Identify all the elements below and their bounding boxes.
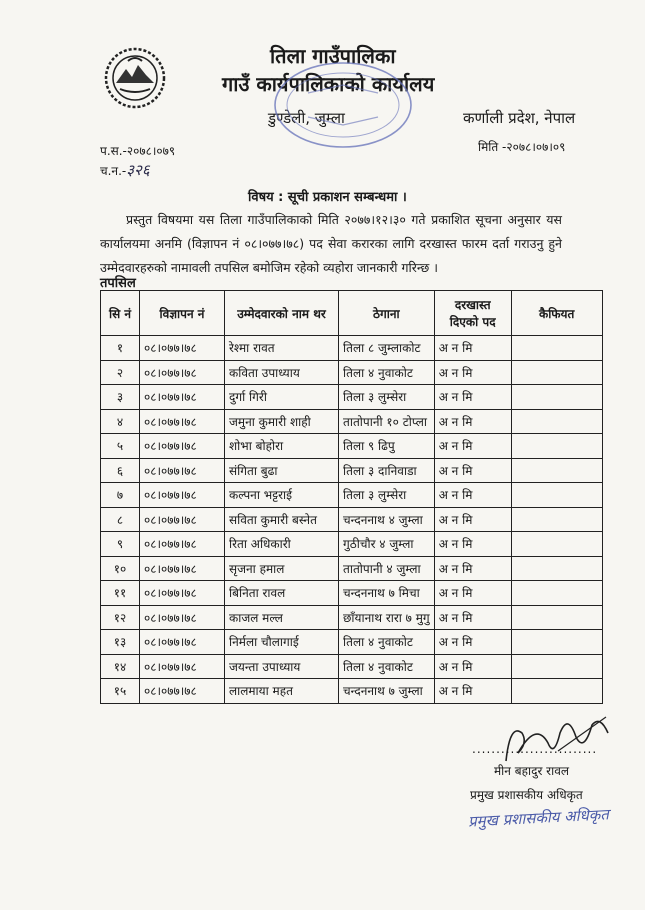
cell-remarks [511,409,602,434]
cell-post: अ न मि [434,679,511,704]
cell-ad-no: ०८।०७७।७८ [140,532,225,557]
cell-ad-no: ०८।०७७।७८ [140,654,225,679]
cell-remarks [511,581,602,606]
cell-ad-no: ०८।०७७।७८ [140,507,225,532]
cell-post: अ न मि [434,654,511,679]
cell-name: सृजना हमाल [225,556,339,581]
cell-post: अ न मि [434,409,511,434]
cell-sn: २ [101,360,140,385]
cell-address: तिला ४ नुवाकोट [339,630,435,655]
cell-ad-no: ०८।०७७।७८ [140,581,225,606]
cell-name: कल्पना भट्टराई [225,483,339,508]
cell-post: अ न मि [434,556,511,581]
nepal-emblem-icon [104,47,166,109]
cell-name: सविता कुमारी बस्नेत [225,507,339,532]
cell-remarks [511,532,602,557]
cell-remarks [511,679,602,704]
table-row [101,654,603,679]
cell-name: रिता अधिकारी [225,532,339,557]
cell-address: तातोपानी ४ जुम्ला [339,556,435,581]
cell-name: कविता उपाध्याय [225,360,339,385]
cell-ad-no: ०८।०७७।७८ [140,630,225,655]
cell-address: तिला ४ नुवाकोट [339,654,435,679]
cell-name: शोभा बोहोरा [225,434,339,459]
cell-remarks [511,360,602,385]
cell-post: अ न मि [434,458,511,483]
col-header-remarks: कैफियत [511,291,602,336]
cell-address: तिला ३ लुम्सेरा [339,385,435,410]
table-row [101,360,603,385]
cell-sn: ११ [101,581,140,606]
letter-date: मिति -२०७८।०७।०९ [478,140,566,154]
cell-remarks [511,458,602,483]
cell-ad-no: ०८।०७७।७८ [140,679,225,704]
cell-name: जयन्ता उपाध्याय [225,654,339,679]
cell-sn: ६ [101,458,140,483]
table-header-row [101,291,603,336]
cell-remarks [511,507,602,532]
cell-post: अ न मि [434,630,511,655]
dispatch-value: ३२६ [126,161,150,179]
cell-post: अ न मि [434,385,511,410]
cell-sn: ५ [101,434,140,459]
table-row [101,507,603,532]
table-row [101,556,603,581]
office-name: गाउँ कार्यपालिकाको कार्यालय [222,72,435,96]
table-row [101,409,603,434]
cell-post: अ न मि [434,581,511,606]
cell-ad-no: ०८।०७७।७८ [140,458,225,483]
cell-ad-no: ०८।०७७।७८ [140,434,225,459]
cell-name: संगिता बुढा [225,458,339,483]
cell-ad-no: ०८।०७७।७८ [140,556,225,581]
cell-post: अ न मि [434,336,511,361]
cell-ad-no: ०८।०७७।७८ [140,360,225,385]
cell-name: लालमाया महत [225,679,339,704]
signature-line: .......................... [472,742,598,756]
cell-sn: ४ [101,409,140,434]
signer-title: प्रमुख प्रशासकीय अधिकृत [470,788,583,802]
cell-remarks [511,654,602,679]
cell-address: चन्दननाथ ७ जुम्ला [339,679,435,704]
cell-name: निर्मला चौलागाई [225,630,339,655]
col-header-ad-no: विज्ञापन नं [140,291,225,336]
cell-sn: ८ [101,507,140,532]
cell-post: अ न मि [434,605,511,630]
cell-post: अ न मि [434,483,511,508]
cell-sn: ३ [101,385,140,410]
cell-address: तिला ९ ढिपु [339,434,435,459]
cell-remarks [511,630,602,655]
body-paragraph: प्रस्तुत विषयमा यस तिला गाउँपालिकाको मिति २०७७।१२।३० गते प्रकाशित सूचना अनुसार यस कार्यालयमा अनमि (विज्ञापन नं ०८।०७७।७८) पद सेवा करारका लागि दरखास्त फारम दर्ता गराउनु हुने उम्मेदवारहरुको नामावली तपसिल बमोजिम रहेको व्यहोरा जानकारी गरिन्छ । [100,212,562,275]
cell-name: दुर्गा गिरी [225,385,339,410]
cell-address: गुठीचौर ४ जुम्ला [339,532,435,557]
cell-post: अ न मि [434,532,511,557]
col-header-address: ठेगाना [339,291,435,336]
table-row [101,605,603,630]
cell-sn: १२ [101,605,140,630]
cell-sn: १३ [101,630,140,655]
cell-remarks [511,605,602,630]
province: कर्णाली प्रदेश, नेपाल [463,109,576,127]
reference-number: प.स.-२०७८।०७९ [100,144,176,158]
cell-post: अ न मि [434,507,511,532]
cell-ad-no: ०८।०७७।७८ [140,385,225,410]
signer-name: मीन बहादुर रावल [494,764,570,778]
cell-address: छाँयानाथ रारा ७ मुगु [339,605,435,630]
cell-sn: ९ [101,532,140,557]
cell-name: जमुना कुमारी शाही [225,409,339,434]
cell-name: बिनिता रावल [225,581,339,606]
cell-remarks [511,385,602,410]
org-name: तिला गाउँपालिका [270,44,396,68]
dispatch-label: च.न.- [100,164,127,178]
title-stamp: प्रमुख प्रशासकीय अधिकृत [467,805,610,831]
cell-address: तिला ३ लुम्सेरा [339,483,435,508]
cell-ad-no: ०८।०७७।७८ [140,409,225,434]
cell-sn: ७ [101,483,140,508]
office-address: डुण्डेली, जुम्ला [268,109,345,127]
table-row [101,581,603,606]
table-row [101,434,603,459]
schedule-heading: तपसिल [100,276,136,291]
cell-remarks [511,434,602,459]
table-row [101,630,603,655]
table-row [101,483,603,508]
cell-address: चन्दननाथ ७ मिचा [339,581,435,606]
cell-ad-no: ०८।०७७।७८ [140,336,225,361]
cell-name: रेश्मा रावत [225,336,339,361]
office-seal-stamp [268,55,418,155]
cell-address: चन्दननाथ ४ जुम्ला [339,507,435,532]
cell-remarks [511,556,602,581]
cell-address: तिला ३ दानिवाडा [339,458,435,483]
table-row [101,679,603,704]
table-row [101,532,603,557]
cell-sn: १५ [101,679,140,704]
col-header-post: दरखास्त दिएको पद [434,291,511,336]
candidate-table [100,290,603,704]
cell-address: तातोपानी १० टोप्ला [339,409,435,434]
cell-remarks [511,483,602,508]
cell-address: तिला ४ नुवाकोट [339,360,435,385]
cell-sn: १ [101,336,140,361]
dispatch-number [100,160,150,180]
cell-remarks [511,336,602,361]
table-row [101,336,603,361]
table-row [101,458,603,483]
cell-sn: १४ [101,654,140,679]
cell-sn: १० [101,556,140,581]
subject-line: विषय : सूची प्रकाशन सम्बन्धमा । [248,190,407,205]
cell-ad-no: ०८।०७७।७८ [140,605,225,630]
col-header-name: उम्मेदवारको नाम थर [225,291,339,336]
cell-post: अ न मि [434,434,511,459]
cell-name: काजल मल्ल [225,605,339,630]
table-row [101,385,603,410]
cell-post: अ न मि [434,360,511,385]
cell-ad-no: ०८।०७७।७८ [140,483,225,508]
col-header-sn: सि नं [101,291,140,336]
cell-address: तिला ८ जुम्लाकोट [339,336,435,361]
